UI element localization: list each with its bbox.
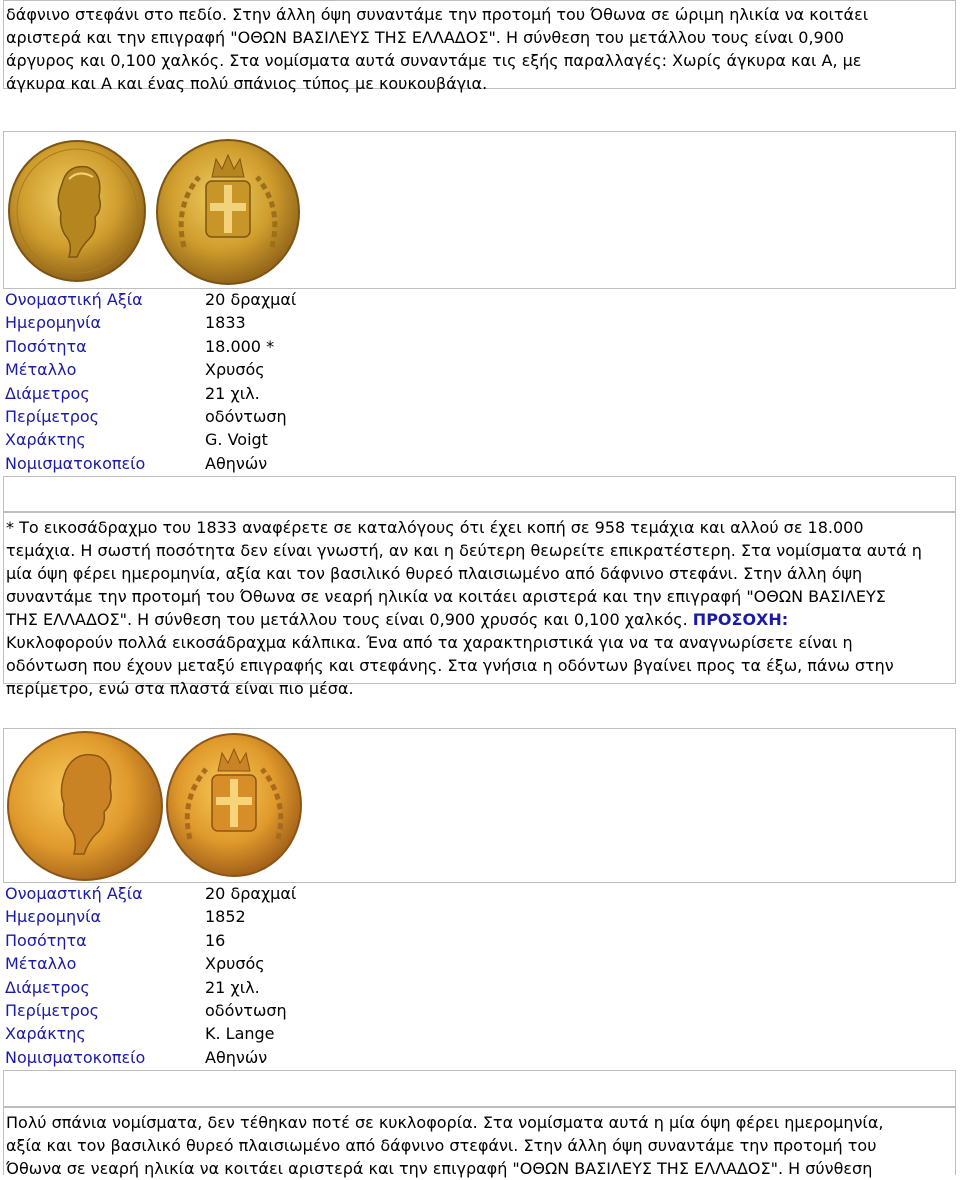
intro-line: άγκυρα και Α και ένας πολύ σπάνιος τύπος με κουκουβάγια. xyxy=(6,74,488,93)
spec-label: Ονομαστική Αξία xyxy=(5,290,143,309)
spec-value: 20 δραχμαί xyxy=(205,884,297,903)
spec-label: Χαράκτης xyxy=(5,1024,86,1044)
spec-label: Νομισματοκοπείο xyxy=(5,453,146,473)
note-line xyxy=(4,608,955,631)
spec-value: Χρυσός xyxy=(205,360,265,380)
coin1-note-box xyxy=(3,512,956,698)
spec-label: Διάμετρος xyxy=(5,977,90,997)
spec-row xyxy=(5,929,605,952)
spec-row xyxy=(5,358,605,381)
note-line: μία όψη φέρει ημερομηνία, αξία και τον βασιλικό θυρεό πλαισιωμένο από δάφνινο στεφάνι. Στην άλλη όψη xyxy=(6,564,863,583)
spec-value: G. Voigt xyxy=(205,430,268,450)
spec-value: οδόντωση xyxy=(205,1000,287,1020)
spec-value: K. Lange xyxy=(205,1024,275,1044)
spec-label: Ημερομηνία xyxy=(5,907,102,927)
warning-line: Κυκλοφορούν πολλά εικοσάδραχμα κάλπικα. Ένα από τα χαρακτηριστικά για να τα αναγνωρίσετε είναι η xyxy=(6,633,853,652)
spec-value: 1852 xyxy=(205,907,246,927)
spec-label: Περίμετρος xyxy=(5,406,100,426)
spec-label: Ονομαστική Αξία xyxy=(5,884,143,903)
spec-label: Μέταλλο xyxy=(5,360,77,380)
intro-line: δάφνινο στεφάνι στο πεδίο. Στην άλλη όψη συναντάμε την προτομή του Όθωνα σε ώριμη ηλικία να κοιτάει xyxy=(6,5,869,24)
spec-row xyxy=(5,335,605,358)
spec-value: οδόντωση xyxy=(205,406,287,426)
spec-row xyxy=(5,882,605,905)
coin2-note-box xyxy=(3,1107,956,1178)
spec-value: 18.000 * xyxy=(205,336,275,356)
warning-line: οδόντωση που έχουν μεταξύ επιγραφής και στεφάνης. Στα γνήσια η οδόντων βγαίνει προς τα έξω, πάνω στην xyxy=(6,656,894,675)
intro-line: αριστερά και την επιγραφή "ΟΘΩΝ ΒΑΣΙΛΕΥΣ ΤΗΣ ΕΛΛΑΔΟΣ". Η σύνθεση του μετάλλου τους είναι 0,900 xyxy=(6,28,845,47)
intro-line: άργυρος και 0,100 χαλκός. Στα νομίσματα αυτά συναντάμε τις εξής παραλλαγές: Χωρίς άγκυρα και Α, με xyxy=(6,51,862,70)
spec-row xyxy=(5,999,605,1022)
spec-row xyxy=(5,1046,605,1069)
spec-value: 16 xyxy=(205,930,226,950)
coin-portrait-icon xyxy=(6,730,164,882)
spec-label: Ποσότητα xyxy=(5,930,87,950)
note-text: ΤΗΣ ΕΛΛΑΔΟΣ". Η σύνθεση του μετάλλου τους είναι 0,900 χρυσός και 0,100 χαλκός. xyxy=(6,610,688,629)
spec-row xyxy=(5,452,605,475)
spec-row xyxy=(5,311,605,334)
spec-value: Αθηνών xyxy=(205,1047,268,1067)
spacer-cell xyxy=(3,476,956,512)
coin-crown-shield-icon xyxy=(154,137,302,287)
note-line: τεμάχια. Η σωστή ποσότητα δεν είναι γνωστή, αν και η δεύτερη θεωρείτε επικρατέστερη. Στα νομίσματα αυτά η xyxy=(6,541,922,560)
note-line: Πολύ σπάνια νομίσματα, δεν τέθηκαν ποτέ σε κυκλοφορία. Στα νομίσματα αυτά η μία όψη φέρει ημερομηνία, xyxy=(6,1113,884,1132)
spec-row xyxy=(5,428,605,451)
spec-label: Μέταλλο xyxy=(5,954,77,974)
spec-value: 21 χιλ. xyxy=(205,977,260,997)
spec-row xyxy=(5,1022,605,1045)
coin1-photo xyxy=(3,131,956,289)
coin2-photo xyxy=(3,728,956,883)
spec-row xyxy=(5,382,605,405)
warning-line: περίμετρο, ενώ στα πλαστά είναι πιο μέσα. xyxy=(6,679,354,698)
spec-label: Ποσότητα xyxy=(5,336,87,356)
spec-value: Χρυσός xyxy=(205,954,265,974)
spec-row xyxy=(5,288,605,311)
spec-label: Ημερομηνία xyxy=(5,313,102,333)
spec-row xyxy=(5,405,605,428)
note-line: συναντάμε την προτομή του Όθωνα σε νεαρή ηλικία να κοιτάει αριστερά και την επιγραφή "ΟΘΩΝ ΒΑΣΙΛΕΥΣ xyxy=(6,587,886,606)
spec-label: Περίμετρος xyxy=(5,1000,100,1020)
spacer-cell xyxy=(3,1070,956,1107)
spec-value: 20 δραχμαί xyxy=(205,290,297,309)
spec-label: Νομισματοκοπείο xyxy=(5,1047,146,1067)
spec-row xyxy=(5,976,605,999)
spec-row xyxy=(5,952,605,975)
spec-value: Αθηνών xyxy=(205,453,268,473)
spec-label: Χαράκτης xyxy=(5,430,86,450)
coin-portrait-icon xyxy=(7,139,147,284)
note-line: * Το εικοσάδραχμο του 1833 αναφέρετε σε καταλόγους ότι έχει κοπή σε 958 τεμάχια και αλλού σε 18.000 xyxy=(6,518,864,537)
spec-value: 21 χιλ. xyxy=(205,383,260,403)
warning-label: ΠΡΟΣΟΧΗ: xyxy=(692,610,789,629)
spec-label: Διάμετρος xyxy=(5,383,90,403)
note-line: αξία και τον βασιλικό θυρεό πλαισιωμένο από δάφνινο στεφάνι. Στην άλλη όψη συναντάμε την προτομή του xyxy=(6,1136,877,1155)
spec-value: 1833 xyxy=(205,313,246,333)
intro-paragraph-box xyxy=(3,0,956,93)
coin-crown-shield-icon xyxy=(164,731,304,879)
note-line: Όθωνα σε νεαρή ηλικία να κοιτάει αριστερά και την επιγραφή "ΟΘΩΝ ΒΑΣΙΛΕΥΣ ΤΗΣ ΕΛΛΑΔΟΣ". Η σύνθεση xyxy=(6,1159,873,1178)
spec-row xyxy=(5,905,605,928)
coin2-spec-table xyxy=(5,882,605,1069)
coin1-spec-table xyxy=(5,288,605,475)
